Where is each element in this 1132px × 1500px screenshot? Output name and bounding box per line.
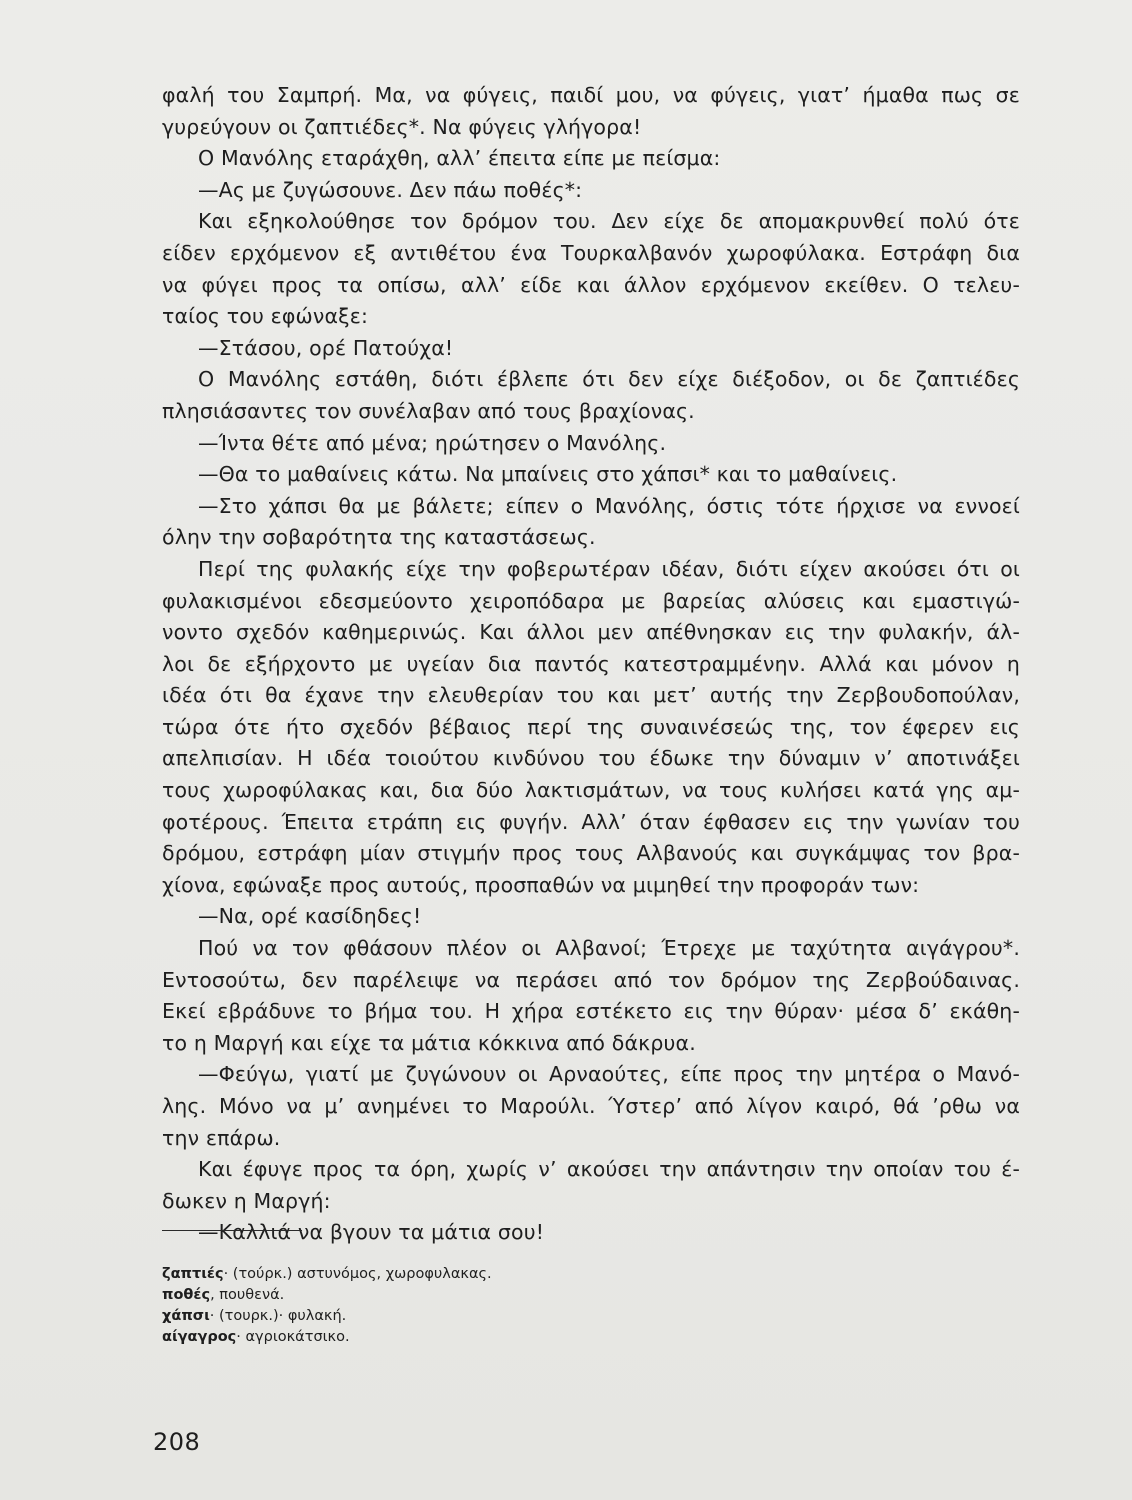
text-line: την επάρω. xyxy=(162,1125,281,1150)
body-text xyxy=(162,80,1020,1249)
text-line: χίονα, εφώναξε προς αυτούς, προσπαθών να μιμηθεί την προφοράν των: xyxy=(162,872,920,897)
footnote-definition: · αγριοκάτσικο. xyxy=(236,1329,350,1345)
text-line: δωκεν η Μαργή: xyxy=(162,1188,331,1213)
text-line: Και έφυγε προς τα όρη, χωρίς ν’ ακούσει την απάντησιν την οποίαν του έ- xyxy=(198,1157,1020,1182)
text-line: Περί της φυλακής είχε την φοβερωτέραν ιδέαν, διότι είχεν ακούσει ότι οι xyxy=(198,556,1020,581)
footnote-divider xyxy=(162,1230,302,1231)
footnote-definition: · (τουρκ.)· φυλακή. xyxy=(209,1308,347,1324)
dialogue-line: —Στάσου, ορέ Πατούχα! xyxy=(198,335,454,360)
text-line: Ο Μανόλης εστάθη, διότι έβλεπε ότι δεν είχε διέξοδον, οι δε ζαπτιέδες xyxy=(198,367,1020,392)
text-line: το η Μαργή και είχε τα μάτια κόκκινα από δάκρυα. xyxy=(162,1030,696,1055)
dialogue-line: —Φεύγω, γιατί με ζυγώνουν οι Αρναούτες, είπε προς την μητέρα ο Μανό- xyxy=(198,1062,1020,1087)
text-line: απελπισίαν. Η ιδέα τοιούτου κινδύνου του έδωκε την δύναμιν ν’ αποτινάξει xyxy=(162,746,1020,771)
text-line: τώρα ότε ήτο σχεδόν βέβαιος περί της συναινέσεώς της, τον έφερεν εις xyxy=(162,714,1020,739)
text-line: φαλή του Σαμπρή. Μα, να φύγεις, παιδί μου, να φύγεις, γιατ’ ήμαθα πως σε xyxy=(162,83,1020,107)
text-line: δρόμου, εστράφη μίαν στιγμήν προς τους Αλβανούς και συγκάμψας τον βρα- xyxy=(162,841,1020,866)
text-line: νοντο σχεδόν καθημερινώς. Και άλλοι μεν απέθνησκαν εις την φυλακήν, άλ- xyxy=(162,620,1020,645)
footnote-term: χάπσι xyxy=(162,1308,210,1324)
dialogue-line: —Στο χάπσι θα με βάλετε; είπεν ο Μανόλης, όστις τότε ήρχισε να εννοεί xyxy=(198,493,1020,518)
text-line: φοτέρους. Έπειτα ετράπη εις φυγήν. Αλλ’ όταν έφθασεν εις την γωνίαν του xyxy=(162,809,1020,834)
footnote-definition: , πουθενά. xyxy=(210,1287,285,1303)
text-line: τους χωροφύλακας και, δια δύο λακτισμάτων, να τους κυλήσει κατά γης αμ- xyxy=(162,778,1020,803)
text-line: όλην την σοβαρότητα της καταστάσεως. xyxy=(162,525,596,550)
dialogue-line: —Ας με ζυγώσουνε. Δεν πάω ποθές*: xyxy=(198,177,583,202)
text-line: Ο Μανόλης εταράχθη, αλλ’ έπειτα είπε με πείσμα: xyxy=(198,146,721,171)
text-line: Πού να τον φθάσουν πλέον οι Αλβανοί; Έτρεχε με ταχύτητα αιγάγρου*. xyxy=(198,936,1020,961)
footnotes xyxy=(162,1264,492,1348)
text-line: είδεν ερχόμενον εξ αντιθέτου ένα Τουρκαλβανόν χωροφύλακα. Εστράφη δια xyxy=(162,240,1020,265)
footnote-term: ποθές xyxy=(162,1287,211,1303)
footnote-term: ζαπτιές xyxy=(162,1266,224,1282)
footnote-definition: · (τούρκ.) αστυνόμος, χωροφυλακας. xyxy=(223,1266,492,1282)
footnote-term: αίγαγρος xyxy=(162,1329,237,1345)
text-line: να φύγει προς τα οπίσω, αλλ’ είδε και άλλον ερχόμενον εκείθεν. Ο τελευ- xyxy=(162,272,1020,297)
text-line: φυλακισμένοι εδεσμεύοντο χειροπόδαρα με βαρείας αλύσεις και εμαστιγώ- xyxy=(162,588,1020,613)
text-line: πλησιάσαντες τον συνέλαβαν από τους βραχίονας. xyxy=(162,398,695,423)
text-line: ταίος του εφώναξε: xyxy=(162,304,368,329)
text-line: Και εξηκολούθησε τον δρόμον του. Δεν είχε δε απομακρυνθεί πολύ ότε xyxy=(198,209,1020,234)
text-line: Εντοσούτω, δεν παρέλειψε να περάσει από τον δρόμον της Ζερβούδαινας. xyxy=(162,967,1020,992)
footnote xyxy=(162,1327,492,1348)
text-line: ιδέα ότι θα έχανε την ελευθερίαν του και μετ’ αυτής την Ζερβουδοπούλαν, xyxy=(162,683,1020,708)
footnote xyxy=(162,1285,492,1306)
page-number: 208 xyxy=(153,1428,201,1456)
footnote xyxy=(162,1306,492,1327)
text-line: λοι δε εξήρχοντο με υγείαν δια παντός κατεστραμμένην. Αλλά και μόνον η xyxy=(162,651,1020,676)
dialogue-line: —Θα το μαθαίνεις κάτω. Να μπαίνεις στο χάπσι* και το μαθαίνεις. xyxy=(198,462,898,487)
text-line: γυρεύγουν οι ζαπτιέδες*. Να φύγεις γλήγορα! xyxy=(162,114,642,139)
dialogue-line: —Καλλιά να βγουν τα μάτια σου! xyxy=(198,1220,545,1245)
text-line: Εκεί εβράδυνε το βήμα του. Η χήρα εστέκετο εις την θύραν· μέσα δ’ εκάθη- xyxy=(162,999,1020,1024)
dialogue-line: —Ίντα θέτε από μένα; ηρώτησεν ο Μανόλης. xyxy=(198,430,667,455)
text-line: λης. Μόνο να μ’ ανημένει το Μαρούλι. Ύστερ’ από λίγον καιρό, θά ’ρθω να xyxy=(162,1094,1020,1118)
dialogue-line: —Να, ορέ κασίδηδες! xyxy=(198,904,422,929)
footnote xyxy=(162,1264,492,1285)
